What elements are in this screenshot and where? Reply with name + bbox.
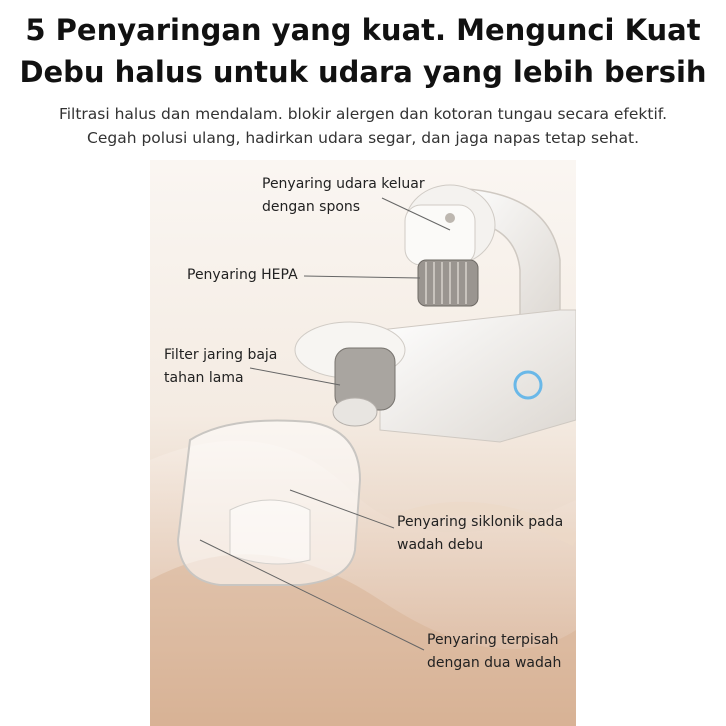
- callout-line: dengan dua wadah: [427, 655, 562, 671]
- headline-line-2: Debu halus untuk udara yang lebih bersih: [19, 55, 707, 89]
- callout-line: Penyaring siklonik pada: [397, 514, 564, 530]
- callout-exhaust-sponge: [262, 173, 425, 219]
- callout-line: wadah debu: [397, 537, 484, 553]
- callout-line: Penyaring terpisah: [427, 632, 559, 648]
- callout-line: Penyaring HEPA: [187, 267, 298, 283]
- callout-cyclonic: [397, 511, 563, 557]
- headline-line-1: 5 Penyaringan yang kuat. Mengunci Kuat: [25, 13, 701, 47]
- callout-steel-mesh: [164, 344, 277, 390]
- callout-line: tahan lama: [164, 370, 244, 386]
- callout-line: dengan spons: [262, 199, 361, 215]
- mesh-outlet: [333, 398, 377, 426]
- subtitle-line-2: Cegah polusi ulang, hadirkan udara segar, dan jaga napas tetap sehat.: [87, 129, 639, 147]
- leader-line: [304, 276, 420, 278]
- callout-line: Filter jaring baja: [164, 347, 278, 363]
- subtitle-line-1: Filtrasi halus dan mendalam. blokir alergen dan kotoran tungau secara efektif.: [58, 105, 668, 123]
- dust-bin-inner: [230, 500, 310, 564]
- callout-hepa: [187, 264, 298, 287]
- main-body: [380, 310, 576, 442]
- callout-dual-bin: [427, 629, 561, 675]
- callout-line: Penyaring udara keluar: [262, 176, 425, 192]
- motor-dot: [445, 213, 455, 223]
